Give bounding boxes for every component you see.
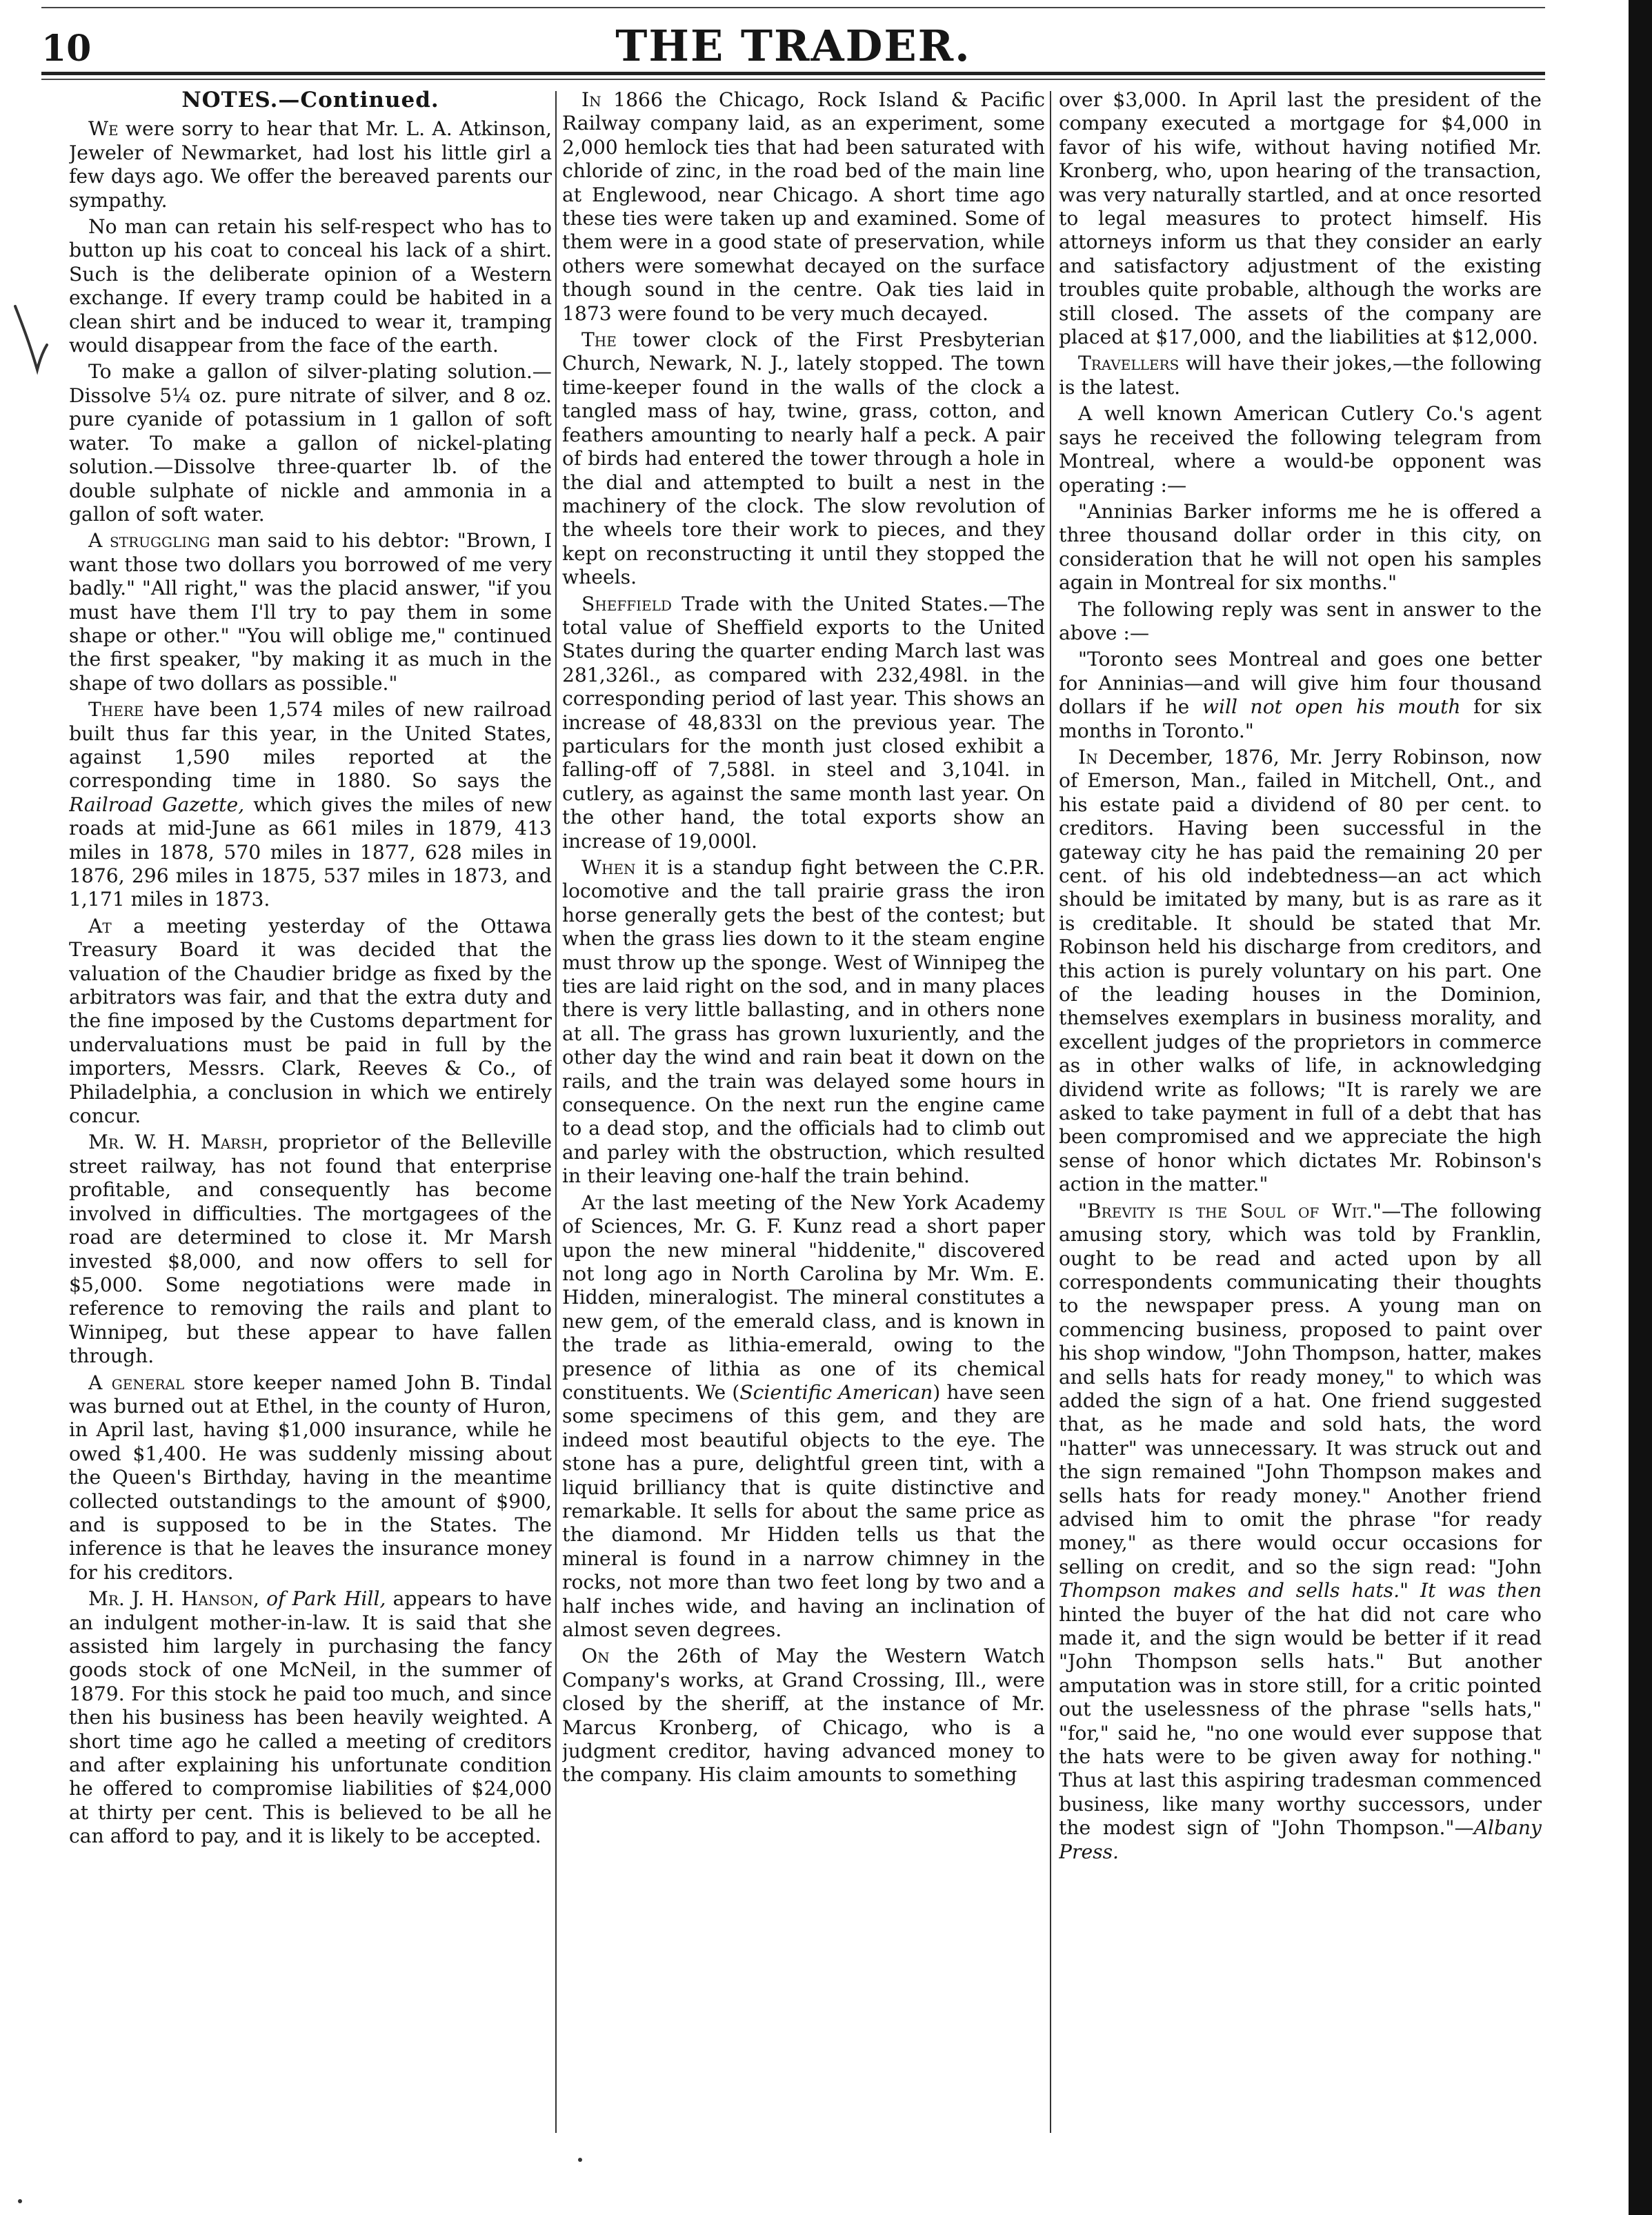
paragraph-marsh: Mr. W. H. Marsh, proprietor of the Belleville street railway, has not found that enterprise profitable, and consequently has become involved in difficulties. The mortgagees of the road are determined to close it. Mr Marsh invested $8,000, and now offers to sell for $5,000. Some negotiations were made in reference to removing the rails and plant to Winnipeg, but these appear to have fallen through. xyxy=(69,1131,552,1368)
paragraph-prairie-grass: When it is a standup fight between the C.P.R. locomotive and the tall prairie grass the iron horse generally gets the best of the contest; but when the grass lies down to it the steam engine must throw up the sponge. West of Winnipeg the ties are laid right on the sod, and in many places there is very little ballasting, and in others none at all. The grass has grown luxuriently, and the other day the wind and rain beat it down on the rails, and the train was delayed some hours in consequence. On the next run the engine came to a dead stop, and the officials had to climb out and parley with the obstruction, which resulted in their leaving one-half the train behind. xyxy=(562,856,1045,1188)
paragraph-western-watch: On the 26th of May the Western Watch Company's works, at Grand Crossing, Ill., were closed by the sheriff, at the instance of Mr. Marcus Kronberg, of Chicago, who is a judgment creditor, having advanced money to the company. His claim amounts to something xyxy=(562,1645,1045,1787)
paragraph-atkinson: We were sorry to hear that Mr. L. A. Atkinson, Jeweler of Newmarket, had lost his little girl a few days ago. We offer the bereaved parents our sympathy. xyxy=(69,117,552,212)
paragraph-kronberg-cont: over $3,000. In April last the president of the company executed a mortgage for $4,000 in favor of his wife, without having notified Mr. Kronberg, who, upon hearing of the transaction, was very naturally startled, and at once resorted to legal measures to protect himself. His attorneys inform us that they consider an early and satisfactory adjustment of the existing troubles quite probable, although the works are still closed. The assets of the company are placed at $17,000, and the liabilities at $12,000. xyxy=(1059,88,1542,349)
column-3 xyxy=(1059,88,1542,2144)
column-divider-2 xyxy=(1050,91,1051,2133)
top-edge-rule xyxy=(41,7,1545,8)
paragraph-cutlery-agent: A well known American Cutlery Co.'s agent says he received the following telegram from Montreal, where a would-be opponent was operating :— xyxy=(1059,402,1542,497)
column-2 xyxy=(562,88,1045,2144)
paragraph-sheffield-trade: Sheffield Trade with the United States.—The total value of Sheffield exports to the United States during the quarter ending March last was 281,326l., as compared with 232,498l. in the corresponding period of last year. This shows an increase of 48,833l on the previous year. The particulars for the month just closed exhibit a falling-off of 7,588l. in steel and 3,104l. in cutlery, as against the same month last year. On the other hand, the total exports show an increase of 19,000l. xyxy=(562,592,1045,853)
column-divider-1 xyxy=(555,91,557,2133)
paragraph-tower-clock: The tower clock of the First Presbyterian Church, Newark, N. J., lately stopped. The town time-keeper found in the walls of the clock a tangled mass of hay, twine, grass, cotton, and feathers amounting to nearly half a peck. A pair of birds had entered the tower through a hole in the dial and attempted to built a nest in the machinery of the clock. The slow revolution of the wheels tore their work to pieces, and they kept on reconstructing it until they stopped the wheels. xyxy=(562,328,1045,589)
paragraph-railroad-miles: There have been 1,574 miles of new railroad built thus far this year, in the United States, against 1,590 miles reported at the corresponding time in 1880. So says the Railroad Gazette, which gives the miles of new roads at mid-June as 661 miles in 1879, 413 miles in 1878, 570 miles in 1877, 628 miles in 1876, 296 miles in 1875, 537 miles in 1873, and 1,171 miles in 1873. xyxy=(69,698,552,911)
masthead-title: THE TRADER. xyxy=(615,21,971,71)
header-rule-thin xyxy=(41,79,1545,80)
page-number: 10 xyxy=(41,28,92,70)
paragraph-shirt: No man can retain his self-respect who has to button up his coat to conceal his lack of a shirt. Such is the deliberate opinion of a Western exchange. If every tramp could be habited in a clean shirt and be induced to wear it, tramping would disappear from the face of the earth. xyxy=(69,215,552,357)
pencil-checkmark-icon xyxy=(10,304,51,379)
paragraph-tindal: A general store keeper named John B. Tindal was burned out at Ethel, in the county of Huron, in April last, having $1,000 insurance, while he owed $1,400. He was suddenly missing about the Queen's Birthday, having in the meantime collected outstandings to the amount of $900, and is supposed to be in the States. The inference is that he leaves the insurance money for his creditors. xyxy=(69,1371,552,1584)
paragraph-chicago-ties: In 1866 the Chicago, Rock Island & Pacific Railway company laid, as an experiment, some 2,000 hemlock ties that had been saturated with chloride of zinc, in the road bed of the main line at Englewood, near Chicago. A short time ago these ties were taken up and examined. Some of them were in a good state of preservation, while others were somewhat decayed on the surface though sound in the centre. Oak ties laid in 1873 were found to be very much decayed. xyxy=(562,88,1045,325)
section-heading: NOTES.—Continued. xyxy=(181,88,439,112)
paragraph-brevity: "Brevity is the Soul of Wit."—The following amusing story, which was told by Franklin, ought to be read and acted upon by all correspondents communicating their thoughts to the newspaper press. A young man on commencing business, proposed to paint over his shop window, "John Thompson, hatter, makes and sells hats for ready money," to which was added the sign of a hat. One friend suggested that, as he made and sold hats, the word "hatter" was unnecessary. It was struck out and the sign remained "John Thompson makes and sells hats for ready money." Another friend advised him to omit the phrase "for ready money," as there would occur occasions for selling on credit, and so the sign read: "John Thompson makes and sells hats." It was then hinted the buyer of the hat did not care who made it, and the sign would be better if it read "John Thompson sells hats." But another amputation was in store still, for a critic pointed out the uselessness of the phrase "sells hats," "for," said he, "no one would ever suppose that the hats were to be given away for nothing." Thus at last this aspiring tradesman commenced business, like many worthy successors, under the modest sign of "John Thompson."—Albany Press. xyxy=(1059,1199,1542,1863)
paragraph-debtor: A struggling man said to his debtor: "Brown, I want those two dollars you borrowed of me very badly." "All right," was the placid answer, "if you must have them I'll try to pay them in some shape or other." "You will oblige me," continued the first speaker, "by making it as much in the shape of two dollars as possible." xyxy=(69,529,552,695)
paragraph-reply: "Toronto sees Montreal and goes one better for Anninias—and will give him four thousand dollars if he will not open his mouth for six months in Toronto." xyxy=(1059,648,1542,742)
paragraph-telegram: "Anninias Barker informs me he is offered a three thousand dollar order in this city, on consideration that he will not open his samples again in Montreal for six months." xyxy=(1059,499,1542,595)
scan-edge-bar xyxy=(1629,0,1652,2215)
paragraph-reply-intro: The following reply was sent in answer to the above :— xyxy=(1059,597,1542,644)
paragraph-ottawa-treasury: At a meeting yesterday of the Ottawa Treasury Board it was decided that the valuation of the Chaudier bridge as fixed by the arbitrators was fair, and that the extra duty and the fine imposed by the Customs department for undervaluations must be paid in full by the importers, Messrs. Clark, Reeves & Co., of Philadelphia, a conclusion in which we entirely concur. xyxy=(69,914,552,1128)
paragraph-hiddenite: At the last meeting of the New York Academy of Sciences, Mr. G. F. Kunz read a short paper upon the new mineral "hiddenite," discovered not long ago in North Carolina by Mr. Wm. E. Hidden, mineralogist. The mineral constitutes a new gem, of the emerald class, and is known in the trade as lithia-emerald, owing to the presence of lithia as one of its chemical constituents. We (Scientific American) have seen some specimens of this gem, and they are indeed most beautiful objects to the eye. The stone has a pure, delightful green tint, with a liquid brilliancy that is quite distinctive and remarkable. It sells for about the same price as the diamond. Mr Hidden tells us that the mineral is found in a narrow chimney in the rocks, not more than two feet long by two and a half inches wide, and having an inclination of almost seven degrees. xyxy=(562,1191,1045,1641)
column-1 xyxy=(69,88,552,2144)
paragraph-travellers: Travellers will have their jokes,—the following is the latest. xyxy=(1059,352,1542,399)
ink-speck xyxy=(578,2158,582,2162)
paragraph-hanson: Mr. J. H. Hanson, of Park Hill, appears to have an indulgent mother-in-law. It is said that she assisted him largely in purchasing the fancy goods stock of one McNeil, in the summer of 1879. For this stock he paid too much, and since then his business has been heavily weighted. A short time ago he called a meeting of creditors and after explaining his unfortunate condition he offered to compromise liabilities of $24,000 at thirty per cent. This is believed to be all he can afford to pay, and it is likely to be accepted. xyxy=(69,1587,552,1848)
ink-speck xyxy=(18,2199,22,2203)
paragraph-robinson: In December, 1876, Mr. Jerry Robinson, now of Emerson, Man., failed in Mitchell, Ont., and his estate paid a dividend of 80 per cent. to creditors. Having been successful in the gateway city he has paid the remaining 20 per cent. of his old indebtedness—an act which should be imitated by many, but is as rare as it is creditable. It should be stated that Mr. Robinson held his discharge from creditors, and this action is purely voluntary on his part. One of the leading houses in the Dominion, themselves exemplars in business morality, and excellent judges of the proprietors in commerce as in other walks of life, in acknowledging dividend write as follows; "It is rarely we are asked to take payment in full of a debt that has been compromised and we appreciate the high sense of honor which dictates Mr. Robinson's action in the matter." xyxy=(1059,745,1542,1196)
paragraph-plating: To make a gallon of silver-plating solution.—Dissolve 5¼ oz. pure nitrate of silver, and 8 oz. pure cyanide of potassium in 1 gallon of soft water. To make a gallon of nickel-plating solution.—Dissolve three-quarter lb. of the double sulphate of nickle and ammonia in a gallon of soft water. xyxy=(69,360,552,526)
header-rule-thick xyxy=(41,72,1545,75)
